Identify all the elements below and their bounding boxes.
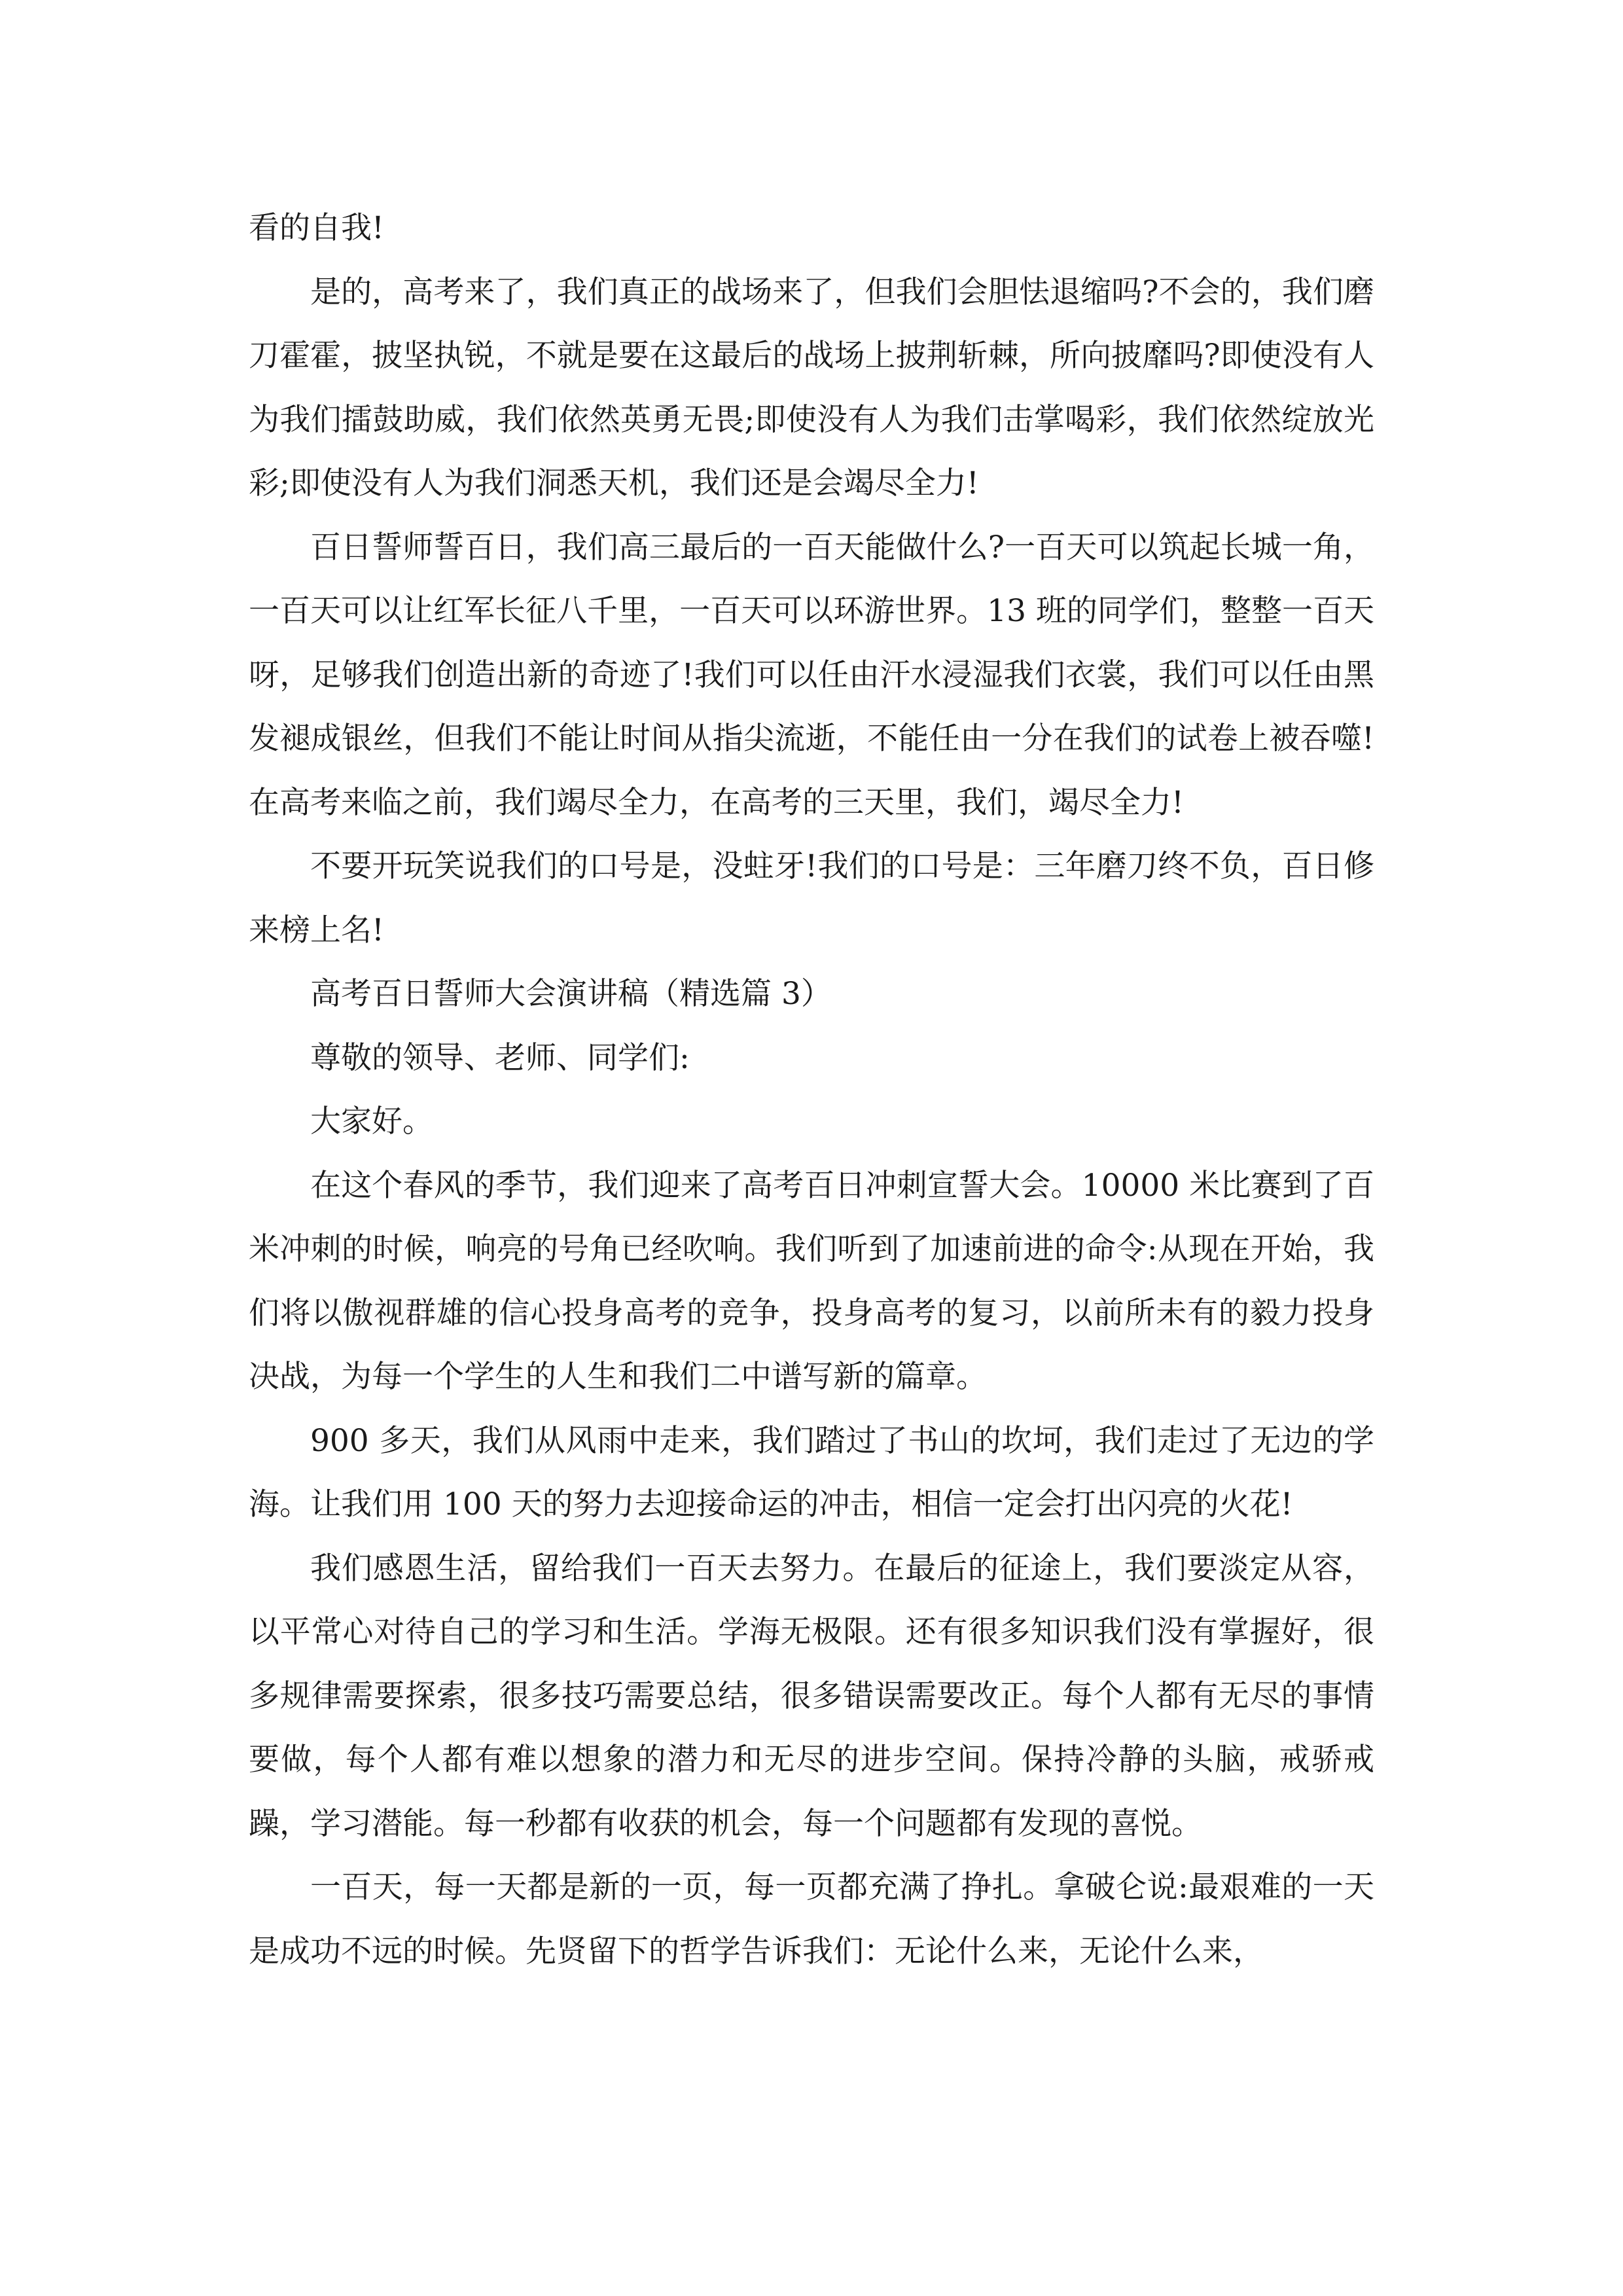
section-heading: 高考百日誓师大会演讲稿（精选篇 3） bbox=[310, 976, 832, 1012]
paragraph: 在这个春风的季节，我们迎来了高考百日冲刺宣誓大会。10000 米比赛到了百米冲刺的时候，响亮的号角已经吹响。我们听到了加速前进的命令:从现在开始，我们将以傲视群雄的信心投身高考的竞争，投身高考的复习，以前所未有的毅力投身决战，为每一个学生的人生和我们二中谱写新的篇章。 bbox=[249, 1167, 1374, 1395]
paragraph: 是的，高考来了，我们真正的战场来了，但我们会胆怯退缩吗?不会的，我们磨刀霍霍，披坚执锐，不就是要在这最后的战场上披荆斩棘，所向披靡吗?即使没有人为我们擂鼓助威，我们依然英勇无畏;即使没有人为我们击掌喝彩，我们依然绽放光彩;即使没有人为我们洞悉天机，我们还是会竭尽全力! bbox=[249, 274, 1374, 501]
paragraph: 我们感恩生活，留给我们一百天去努力。在最后的征途上，我们要淡定从容，以平常心对待自己的学习和生活。学海无极限。还有很多知识我们没有掌握好，很多规律需要探索，很多技巧需要总结，很多错误需要改正。每个人都有无尽的事情要做，每个人都有难以想象的潜力和无尽的进步空间。保持冷静的头脑，戒骄戒躁，学习潜能。每一秒都有收获的机会，每一个问题都有发现的喜悦。 bbox=[249, 1550, 1374, 1842]
paragraph-continuation: 看的自我! bbox=[249, 210, 384, 246]
paragraph: 900 多天，我们从风雨中走来，我们踏过了书山的坎坷，我们走过了无边的学海。让我们用 100 天的努力去迎接命运的冲击，相信一定会打出闪亮的火花! bbox=[249, 1422, 1374, 1522]
paragraph: 一百天，每一天都是新的一页，每一页都充满了挣扎。拿破仑说:最艰难的一天是成功不远的时候。先贤留下的哲学告诉我们：无论什么来，无论什么来， bbox=[249, 1869, 1374, 1969]
paragraph: 百日誓师誓百日，我们高三最后的一百天能做什么?一百天可以筑起长城一角，一百天可以让红军长征八千里，一百天可以环游世界。13 班的同学们，整整一百天呀，足够我们创造出新的奇迹了!我们可以任由汗水浸湿我们衣裳，我们可以任由黑发褪成银丝，但我们不能让时间从指尖流逝，不能任由一分在我们的试卷上被吞噬!在高考来临之前，我们竭尽全力，在高考的三天里，我们，竭尽全力! bbox=[249, 529, 1374, 821]
salutation: 尊敬的领导、老师、同学们: bbox=[310, 1039, 690, 1076]
document-body bbox=[249, 196, 1374, 1983]
greeting: 大家好。 bbox=[310, 1103, 433, 1139]
paragraph: 不要开玩笑说我们的口号是，没蛀牙!我们的口号是：三年磨刀终不负，百日修来榜上名! bbox=[249, 848, 1374, 948]
